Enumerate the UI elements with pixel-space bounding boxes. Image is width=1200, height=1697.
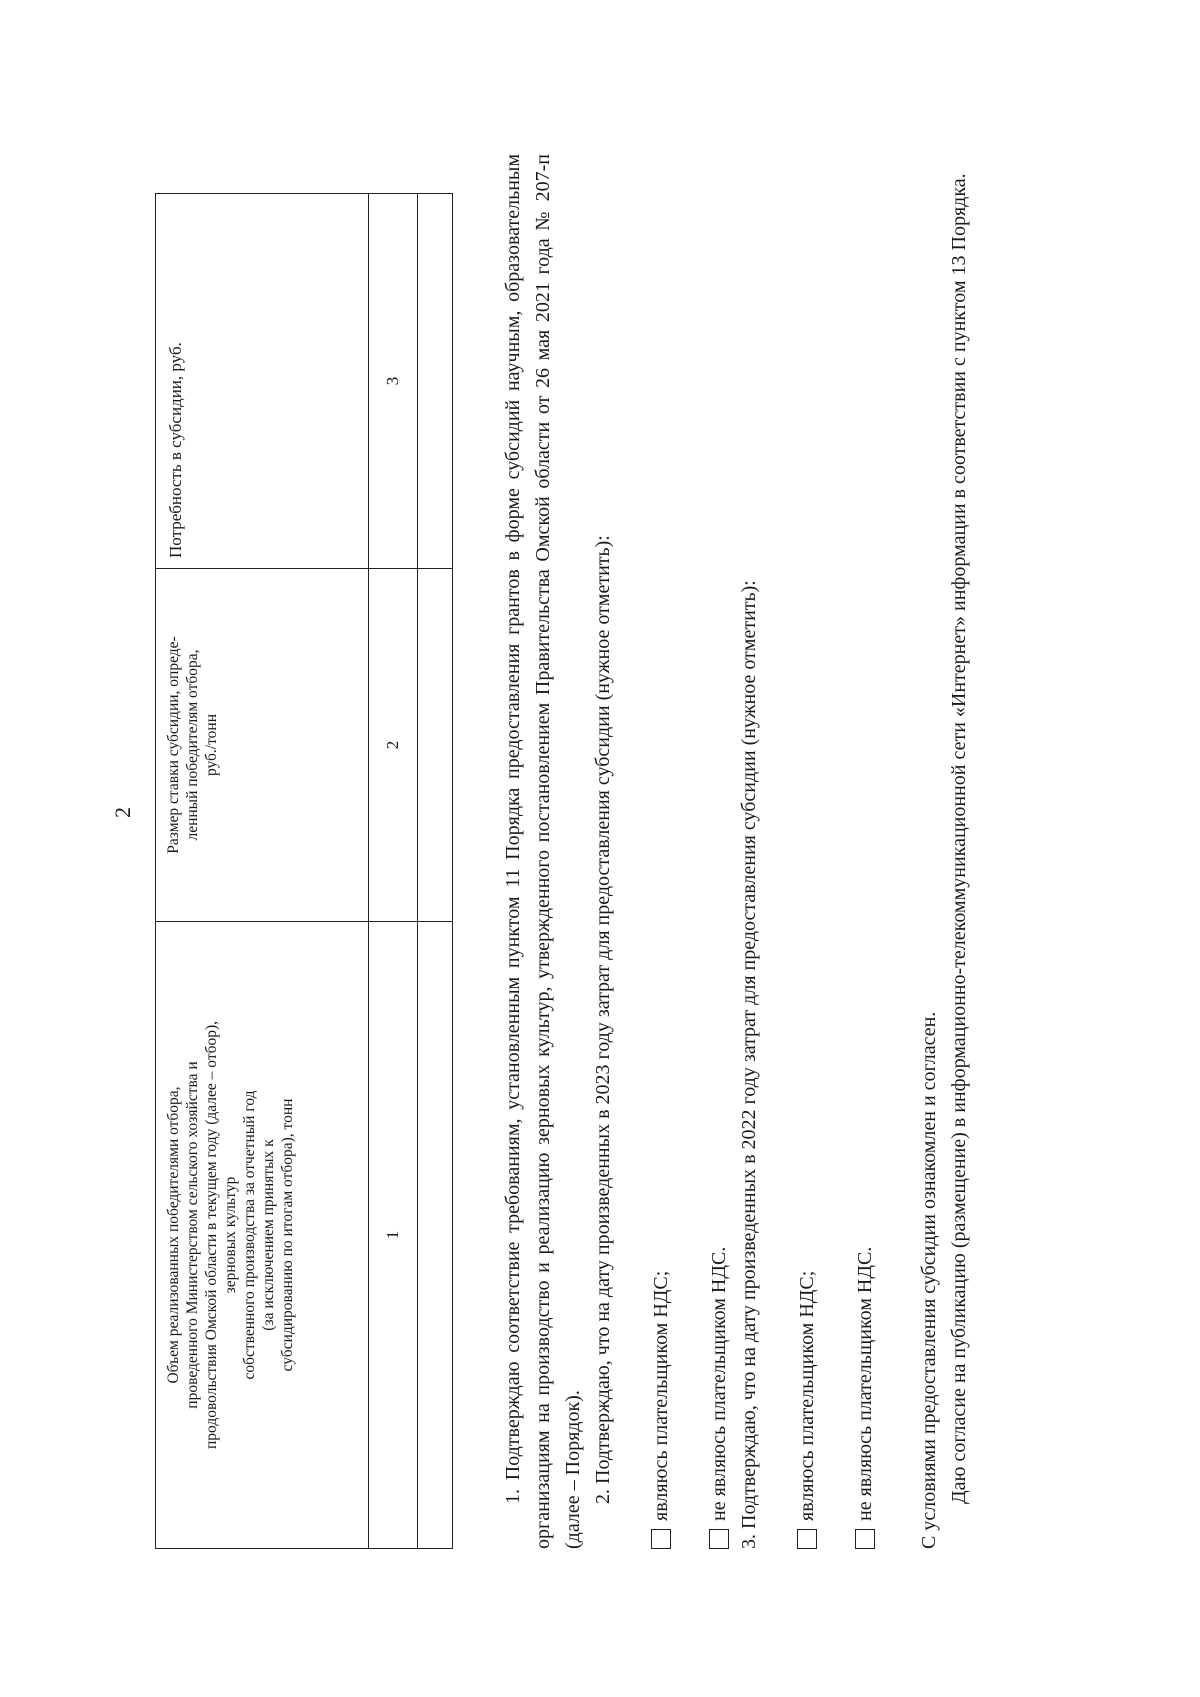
header-need: Потребность в субсидии, руб.	[156, 194, 369, 569]
option-label: являюсь плательщиком НДС;	[650, 1270, 672, 1521]
option-not-vat-payer-2022[interactable]	[850, 154, 880, 1549]
paragraph-4: С условиями предоставления субсидии ознакомлен и согласен.	[918, 1011, 940, 1549]
paragraph-3: 3. Подтверждаю, что на дату произведенных в 2022 году затрат для предоставления субсидии (нужное отметить):	[738, 580, 760, 1549]
paragraph-2: 2. Подтверждаю, что на дату произведенных в 2023 году затрат для предоставления субсидии (нужное отметить):	[592, 535, 614, 1504]
col-number-2: 2	[369, 569, 418, 922]
paragraph-1: 1. Подтверждаю соответствие требованиям, установленным пунктом 11 Порядка предоставления грантов в форме субсидий научным, образовательным организациям на производство и реализацию зерновых культур, утвержденного постановлением Правительства Омской области от 26 мая 2021 года № 207-п (далее – Порядок).	[502, 154, 584, 1549]
header-volume: Объем реализованных победителями отбора, проведенного Министерством сельского хозяйства и продовольствия Омской области в текущем году (далее – отбор), зерновых культур собственного производства за отчетный год (за исключением принятых к субсидированию по итогам отбора), тонн	[156, 922, 369, 1549]
option-label: являюсь плательщиком НДС;	[796, 1270, 818, 1521]
option-not-vat-payer-2023[interactable]	[704, 154, 734, 1549]
header-rate: Размер ставки субсидии, опреде- ленный победителям отбора, руб./тонн	[156, 569, 369, 922]
option-label: не являюсь плательщиком НДС.	[854, 1246, 876, 1521]
table-cell[interactable]	[418, 922, 453, 1549]
checkbox-icon[interactable]	[797, 1529, 817, 1549]
table-header-row	[156, 194, 369, 1549]
checkbox-icon[interactable]	[651, 1529, 671, 1549]
option-vat-payer-2022[interactable]	[792, 154, 822, 1549]
col-number-1: 1	[369, 922, 418, 1549]
table-cell[interactable]	[418, 569, 453, 922]
table-number-row	[369, 194, 418, 1549]
checkbox-icon[interactable]	[855, 1529, 875, 1549]
col-number-3: 3	[369, 194, 418, 569]
paragraph-5: Даю согласие на публикацию (размещение) в информационно-телекоммуникационной сети «Интернет» информации в соответствии с пунктом 13 Порядка.	[948, 173, 970, 1504]
option-label: не являюсь плательщиком НДС.	[708, 1246, 730, 1521]
table-cell[interactable]	[418, 194, 453, 569]
subsidy-table	[155, 193, 453, 1549]
declaration-body	[498, 154, 974, 1549]
page-number: 2	[110, 807, 135, 818]
option-vat-payer-2023[interactable]	[646, 154, 676, 1549]
checkbox-icon[interactable]	[709, 1529, 729, 1549]
table-data-row	[418, 194, 453, 1549]
